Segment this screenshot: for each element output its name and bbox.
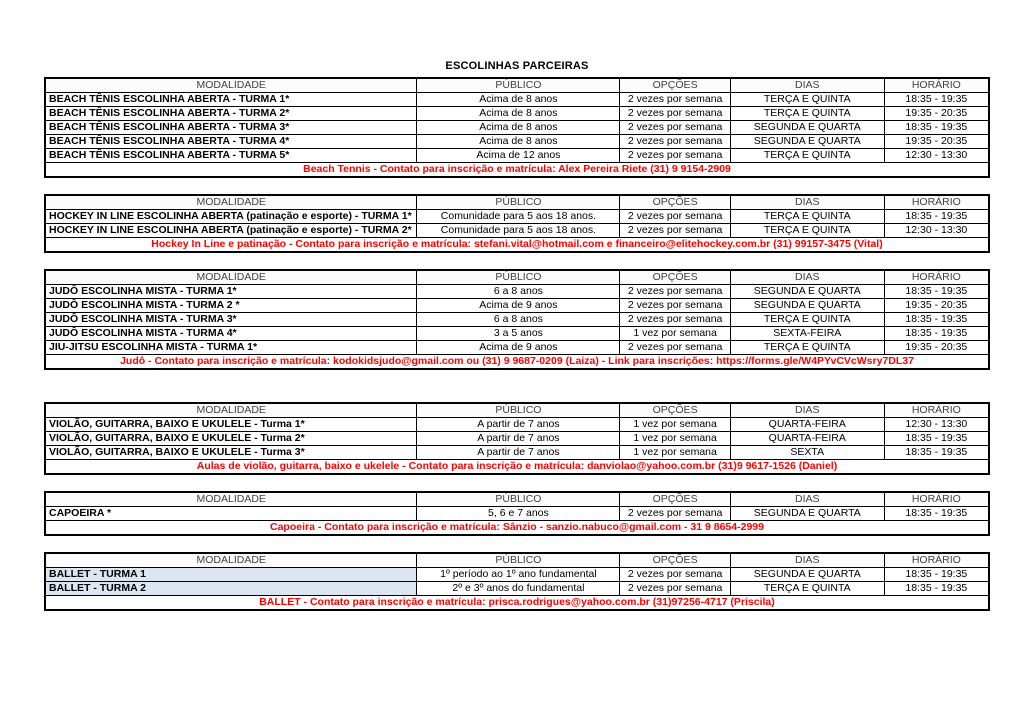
modalidade-cell: BEACH TÊNIS ESCOLINHA ABERTA - TURMA 2*	[45, 107, 417, 121]
publico-cell: 2º e 3º anos do fundamental	[417, 582, 620, 596]
schedule-table-ballet	[44, 552, 990, 611]
modalidade-cell: JUDÔ ESCOLINHA MISTA - TURMA 4*	[45, 327, 417, 341]
table-row	[45, 149, 989, 163]
opcoes-cell: 2 vezes por semana	[620, 210, 730, 224]
dias-cell: SEGUNDA E QUARTA	[730, 568, 884, 582]
column-header-opcoes: OPÇÕES	[620, 78, 730, 93]
publico-cell: Acima de 9 anos	[417, 299, 620, 313]
column-header-opcoes: OPÇÕES	[620, 195, 730, 210]
table-row	[45, 299, 989, 313]
contact-row	[45, 460, 989, 475]
contact-row	[45, 163, 989, 178]
dias-cell: QUARTA-FEIRA	[730, 418, 884, 432]
dias-cell: SEGUNDA E QUARTA	[730, 299, 884, 313]
opcoes-cell: 2 vezes por semana	[620, 107, 730, 121]
publico-cell: A partir de 7 anos	[417, 418, 620, 432]
publico-cell: A partir de 7 anos	[417, 432, 620, 446]
horario-cell: 18:35 - 19:35	[884, 582, 989, 596]
column-header-modalidade: MODALIDADE	[45, 270, 417, 285]
header-row	[45, 553, 989, 568]
schedule-table-hockey-in-line	[44, 194, 990, 253]
column-header-dias: DIAS	[730, 78, 884, 93]
column-header-dias: DIAS	[730, 553, 884, 568]
horario-cell: 18:35 - 19:35	[884, 432, 989, 446]
dias-cell: TERÇA E QUINTA	[730, 93, 884, 107]
opcoes-cell: 2 vezes por semana	[620, 568, 730, 582]
table-row	[45, 507, 989, 521]
publico-cell: Comunidade para 5 aos 18 anos.	[417, 210, 620, 224]
column-header-dias: DIAS	[730, 195, 884, 210]
column-header-opcoes: OPÇÕES	[620, 270, 730, 285]
table-row	[45, 224, 989, 238]
horario-cell: 19:35 - 20:35	[884, 299, 989, 313]
column-header-dias: DIAS	[730, 403, 884, 418]
table-row	[45, 107, 989, 121]
modalidade-cell: VIOLÃO, GUITARRA, BAIXO E UKULELE - Turma 2*	[45, 432, 417, 446]
table-row	[45, 446, 989, 460]
table-row	[45, 582, 989, 596]
page-title: ESCOLINHAS PARCEIRAS	[445, 60, 589, 72]
column-header-publico: PÚBLICO	[417, 78, 620, 93]
publico-cell: Acima de 8 anos	[417, 93, 620, 107]
column-header-modalidade: MODALIDADE	[45, 553, 417, 568]
horario-cell: 18:35 - 19:35	[884, 327, 989, 341]
opcoes-cell: 2 vezes por semana	[620, 121, 730, 135]
opcoes-cell: 2 vezes por semana	[620, 313, 730, 327]
publico-cell: Acima de 9 anos	[417, 341, 620, 355]
column-header-publico: PÚBLICO	[417, 553, 620, 568]
publico-cell: Comunidade para 5 aos 18 anos.	[417, 224, 620, 238]
opcoes-cell: 1 vez por semana	[620, 446, 730, 460]
column-header-horario: HORÁRIO	[884, 195, 989, 210]
column-header-dias: DIAS	[730, 492, 884, 507]
publico-cell: 6 a 8 anos	[417, 285, 620, 299]
modalidade-cell: HOCKEY IN LINE ESCOLINHA ABERTA (patinação e esporte) - TURMA 1*	[45, 210, 417, 224]
column-header-modalidade: MODALIDADE	[45, 195, 417, 210]
opcoes-cell: 2 vezes por semana	[620, 507, 730, 521]
table-row	[45, 418, 989, 432]
modalidade-cell: BEACH TÊNIS ESCOLINHA ABERTA - TURMA 3*	[45, 121, 417, 135]
header-row	[45, 78, 989, 93]
contact-note: Hockey In Line e patinação - Contato para inscrição e matrícula: stefani.vital@hotmail.com e financeiro@elitehockey.com.br (31) 99157-3475 (Vital)	[45, 238, 989, 253]
modalidade-cell: BALLET - TURMA 1	[45, 568, 417, 582]
opcoes-cell: 1 vez por semana	[620, 418, 730, 432]
column-header-modalidade: MODALIDADE	[45, 492, 417, 507]
column-header-modalidade: MODALIDADE	[45, 78, 417, 93]
column-header-publico: PÚBLICO	[417, 195, 620, 210]
table-row	[45, 121, 989, 135]
contact-row	[45, 521, 989, 536]
horario-cell: 18:35 - 19:35	[884, 313, 989, 327]
modalidade-cell: JUDÔ ESCOLINHA MISTA - TURMA 1*	[45, 285, 417, 299]
modalidade-cell: HOCKEY IN LINE ESCOLINHA ABERTA (patinação e esporte) - TURMA 2*	[45, 224, 417, 238]
column-header-horario: HORÁRIO	[884, 553, 989, 568]
table-row	[45, 285, 989, 299]
modalidade-cell: VIOLÃO, GUITARRA, BAIXO E UKULELE - Turma 1*	[45, 418, 417, 432]
tables-container	[44, 77, 990, 611]
opcoes-cell: 1 vez por semana	[620, 432, 730, 446]
dias-cell: TERÇA E QUINTA	[730, 149, 884, 163]
opcoes-cell: 2 vezes por semana	[620, 135, 730, 149]
publico-cell: A partir de 7 anos	[417, 446, 620, 460]
opcoes-cell: 1 vez por semana	[620, 327, 730, 341]
column-header-horario: HORÁRIO	[884, 78, 989, 93]
column-header-publico: PÚBLICO	[417, 270, 620, 285]
modalidade-cell: VIOLÃO, GUITARRA, BAIXO E UKULELE - Turma 3*	[45, 446, 417, 460]
opcoes-cell: 2 vezes por semana	[620, 224, 730, 238]
dias-cell: TERÇA E QUINTA	[730, 224, 884, 238]
horario-cell: 18:35 - 19:35	[884, 446, 989, 460]
column-header-publico: PÚBLICO	[417, 492, 620, 507]
modalidade-cell: JUDÔ ESCOLINHA MISTA - TURMA 3*	[45, 313, 417, 327]
contact-row	[45, 355, 989, 370]
modalidade-cell: BALLET - TURMA 2	[45, 582, 417, 596]
table-row	[45, 135, 989, 149]
header-row	[45, 492, 989, 507]
horario-cell: 18:35 - 19:35	[884, 121, 989, 135]
horario-cell: 18:35 - 19:35	[884, 285, 989, 299]
opcoes-cell: 2 vezes por semana	[620, 149, 730, 163]
opcoes-cell: 2 vezes por semana	[620, 341, 730, 355]
dias-cell: QUARTA-FEIRA	[730, 432, 884, 446]
modalidade-cell: JUDÔ ESCOLINHA MISTA - TURMA 2 *	[45, 299, 417, 313]
modalidade-cell: BEACH TÊNIS ESCOLINHA ABERTA - TURMA 4*	[45, 135, 417, 149]
contact-note: Beach Tennis - Contato para inscrição e matrícula: Alex Pereira Riete (31) 9 9154-2909	[45, 163, 989, 178]
column-header-horario: HORÁRIO	[884, 403, 989, 418]
schedule-table-beach-tenis	[44, 77, 990, 178]
contact-row	[45, 596, 989, 611]
dias-cell: TERÇA E QUINTA	[730, 210, 884, 224]
publico-cell: Acima de 8 anos	[417, 121, 620, 135]
horario-cell: 12:30 - 13:30	[884, 149, 989, 163]
modalidade-cell: JIU-JITSU ESCOLINHA MISTA - TURMA 1*	[45, 341, 417, 355]
publico-cell: 1º período ao 1º ano fundamental	[417, 568, 620, 582]
column-header-horario: HORÁRIO	[884, 270, 989, 285]
column-header-modalidade: MODALIDADE	[45, 403, 417, 418]
column-header-dias: DIAS	[730, 270, 884, 285]
contact-note: Aulas de violão, guitarra, baixo e ukelele - Contato para inscrição e matrícula: danviolao@yahoo.com.br (31)9 9617-1526 (Daniel)	[45, 460, 989, 475]
publico-cell: 6 a 8 anos	[417, 313, 620, 327]
modalidade-cell: BEACH TÊNIS ESCOLINHA ABERTA - TURMA 1*	[45, 93, 417, 107]
dias-cell: SEGUNDA E QUARTA	[730, 135, 884, 149]
contact-row	[45, 238, 989, 253]
dias-cell: TERÇA E QUINTA	[730, 107, 884, 121]
column-header-horario: HORÁRIO	[884, 492, 989, 507]
horario-cell: 12:30 - 13:30	[884, 224, 989, 238]
contact-note: Capoeira - Contato para inscrição e matrícula: Sânzio - sanzio.nabuco@gmail.com - 31 9 8654-2999	[45, 521, 989, 536]
column-header-opcoes: OPÇÕES	[620, 553, 730, 568]
opcoes-cell: 2 vezes por semana	[620, 299, 730, 313]
table-row	[45, 432, 989, 446]
horario-cell: 18:35 - 19:35	[884, 507, 989, 521]
contact-note: BALLET - Contato para inscrição e matrícula: prisca.rodrigues@yahoo.com.br (31)97256-4717 (Priscila)	[45, 596, 989, 611]
modalidade-cell: BEACH TÊNIS ESCOLINHA ABERTA - TURMA 5*	[45, 149, 417, 163]
document-content	[44, 60, 990, 611]
schedule-table-capoeira	[44, 491, 990, 536]
opcoes-cell: 2 vezes por semana	[620, 582, 730, 596]
publico-cell: 5, 6 e 7 anos	[417, 507, 620, 521]
schedule-table-judo	[44, 269, 990, 370]
dias-cell: TERÇA E QUINTA	[730, 313, 884, 327]
horario-cell: 12:30 - 13:30	[884, 418, 989, 432]
publico-cell: Acima de 8 anos	[417, 135, 620, 149]
horario-cell: 18:35 - 19:35	[884, 568, 989, 582]
column-header-publico: PÚBLICO	[417, 403, 620, 418]
table-row	[45, 341, 989, 355]
dias-cell: SEGUNDA E QUARTA	[730, 507, 884, 521]
header-row	[45, 403, 989, 418]
dias-cell: TERÇA E QUINTA	[730, 341, 884, 355]
publico-cell: Acima de 12 anos	[417, 149, 620, 163]
horario-cell: 19:35 - 20:35	[884, 107, 989, 121]
dias-cell: SEXTA-FEIRA	[730, 327, 884, 341]
column-header-opcoes: OPÇÕES	[620, 492, 730, 507]
horario-cell: 19:35 - 20:35	[884, 341, 989, 355]
publico-cell: Acima de 8 anos	[417, 107, 620, 121]
contact-note: Judô - Contato para inscrição e matrícula: kodokidsjudo@gmail.com ou (31) 9 9687-0209 (Laiza) - Link para inscrições: https://forms.gle/W4PYvCVcWsry7DL37	[45, 355, 989, 370]
opcoes-cell: 2 vezes por semana	[620, 93, 730, 107]
dias-cell: SEGUNDA E QUARTA	[730, 285, 884, 299]
table-row	[45, 568, 989, 582]
schedule-table-violao	[44, 402, 990, 475]
table-row	[45, 327, 989, 341]
dias-cell: TERÇA E QUINTA	[730, 582, 884, 596]
horario-cell: 18:35 - 19:35	[884, 210, 989, 224]
header-row	[45, 195, 989, 210]
table-row	[45, 93, 989, 107]
table-row	[45, 313, 989, 327]
horario-cell: 19:35 - 20:35	[884, 135, 989, 149]
horario-cell: 18:35 - 19:35	[884, 93, 989, 107]
dias-cell: SEXTA	[730, 446, 884, 460]
column-header-opcoes: OPÇÕES	[620, 403, 730, 418]
opcoes-cell: 2 vezes por semana	[620, 285, 730, 299]
table-row	[45, 210, 989, 224]
modalidade-cell: CAPOEIRA *	[45, 507, 417, 521]
dias-cell: SEGUNDA E QUARTA	[730, 121, 884, 135]
publico-cell: 3 a 5 anos	[417, 327, 620, 341]
header-row	[45, 270, 989, 285]
